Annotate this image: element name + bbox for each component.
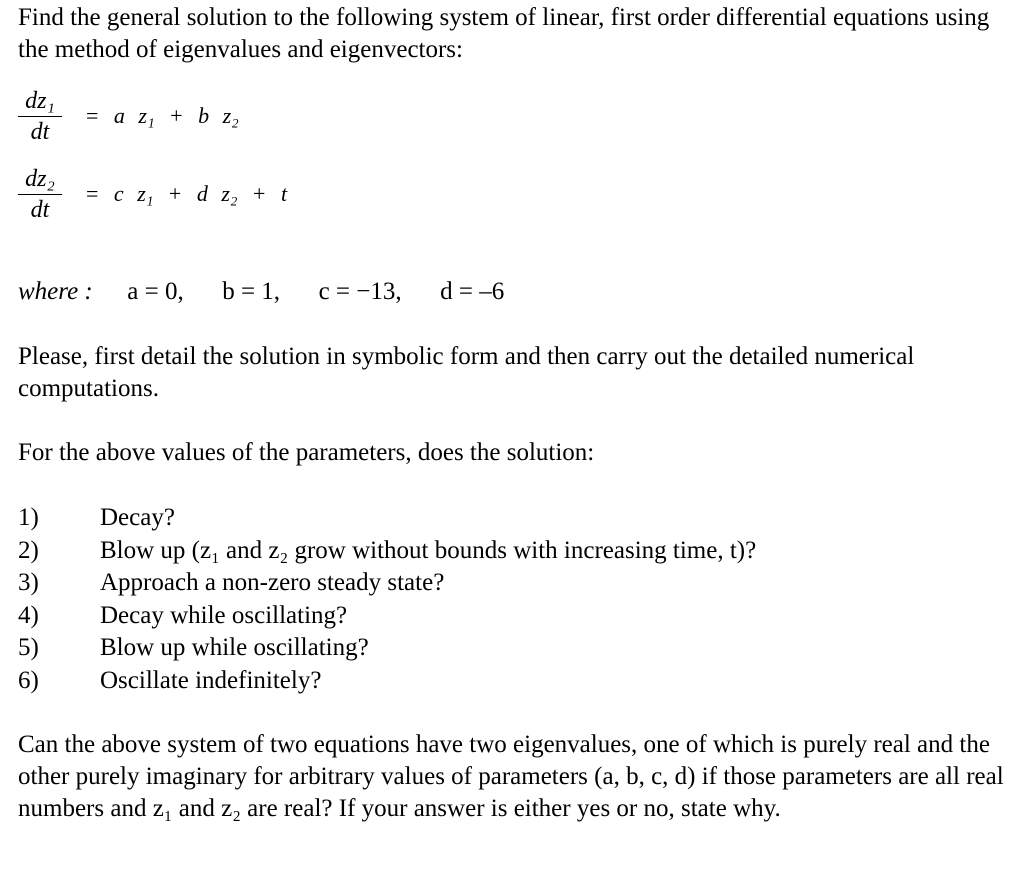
- intro-paragraph: Find the general solution to the following system of linear, first order differential equations using the method of eigenvalues and eigenvectors:: [18, 4, 990, 63]
- list-item: [18, 567, 1013, 600]
- list-item: [18, 632, 1013, 665]
- list-item: [18, 665, 1013, 698]
- variable-t: t: [280, 181, 288, 206]
- equation-1-numerator: dz₁: [18, 86, 62, 117]
- equation-1-rhs: [80, 101, 243, 131]
- option-number: 3): [18, 569, 39, 596]
- equals-sign: =: [86, 181, 99, 206]
- where-label: where :: [18, 278, 93, 305]
- option-text: Approach a non-zero steady state?: [100, 569, 445, 596]
- param-c: c = −13,: [318, 278, 402, 305]
- list-item: [18, 600, 1013, 633]
- coefficient-b: b: [198, 103, 210, 128]
- equation-2-denominator: dt: [30, 197, 50, 223]
- question-paragraph: For the above values of the parameters, does the solution:: [18, 439, 595, 466]
- option-number: 2): [18, 536, 39, 564]
- option-text: Decay?: [100, 504, 175, 531]
- option-text: Oscillate indefinitely?: [100, 666, 322, 694]
- option-number: 1): [18, 504, 39, 531]
- variable-z1: z₁: [137, 181, 154, 206]
- list-item: [18, 502, 1013, 535]
- option-text: Blow up (z₁ and z₂ grow without bounds with increasing time, t)?: [100, 536, 757, 564]
- variable-z2: z₂: [221, 181, 238, 206]
- options-list: [18, 502, 1013, 697]
- equals-sign: =: [86, 103, 99, 128]
- param-b: b = 1,: [222, 278, 281, 305]
- variable-z1: z₁: [138, 103, 155, 128]
- equation-2-rhs: [80, 179, 291, 209]
- final-question-paragraph: Can the above system of two equations have two eigenvalues, one of which is purely real and the other purely imaginary for arbitrary values of parameters (a, b, c, d) if those parameters are all real numbers and z₁ and z₂ are real? If your answer is either yes or no, state why.: [18, 731, 1004, 822]
- equation-2-numerator: dz₂: [18, 164, 62, 195]
- plus-sign: +: [170, 103, 183, 128]
- coefficient-c: c: [113, 181, 124, 206]
- variable-z2: z₂: [222, 103, 239, 128]
- option-number: 5): [18, 634, 39, 661]
- parameter-values: [18, 276, 504, 308]
- option-text: Decay while oscillating?: [100, 601, 348, 629]
- plus-sign: +: [253, 181, 266, 206]
- param-a: a = 0,: [127, 278, 184, 305]
- option-number: 4): [18, 601, 39, 629]
- coefficient-a: a: [113, 103, 125, 128]
- option-text: Blow up while oscillating?: [100, 634, 369, 661]
- instruction-paragraph: Please, first detail the solution in symbolic form and then carry out the detailed numerical computations.: [18, 343, 915, 402]
- equation-1-fraction: [18, 86, 62, 147]
- list-item: [18, 535, 1013, 568]
- param-d: d = –6: [440, 278, 505, 305]
- equation-1-denominator: dt: [30, 119, 50, 145]
- plus-sign: +: [168, 181, 182, 206]
- equation-2-fraction: [18, 164, 62, 225]
- option-number: 6): [18, 666, 39, 694]
- coefficient-d: d: [196, 181, 208, 206]
